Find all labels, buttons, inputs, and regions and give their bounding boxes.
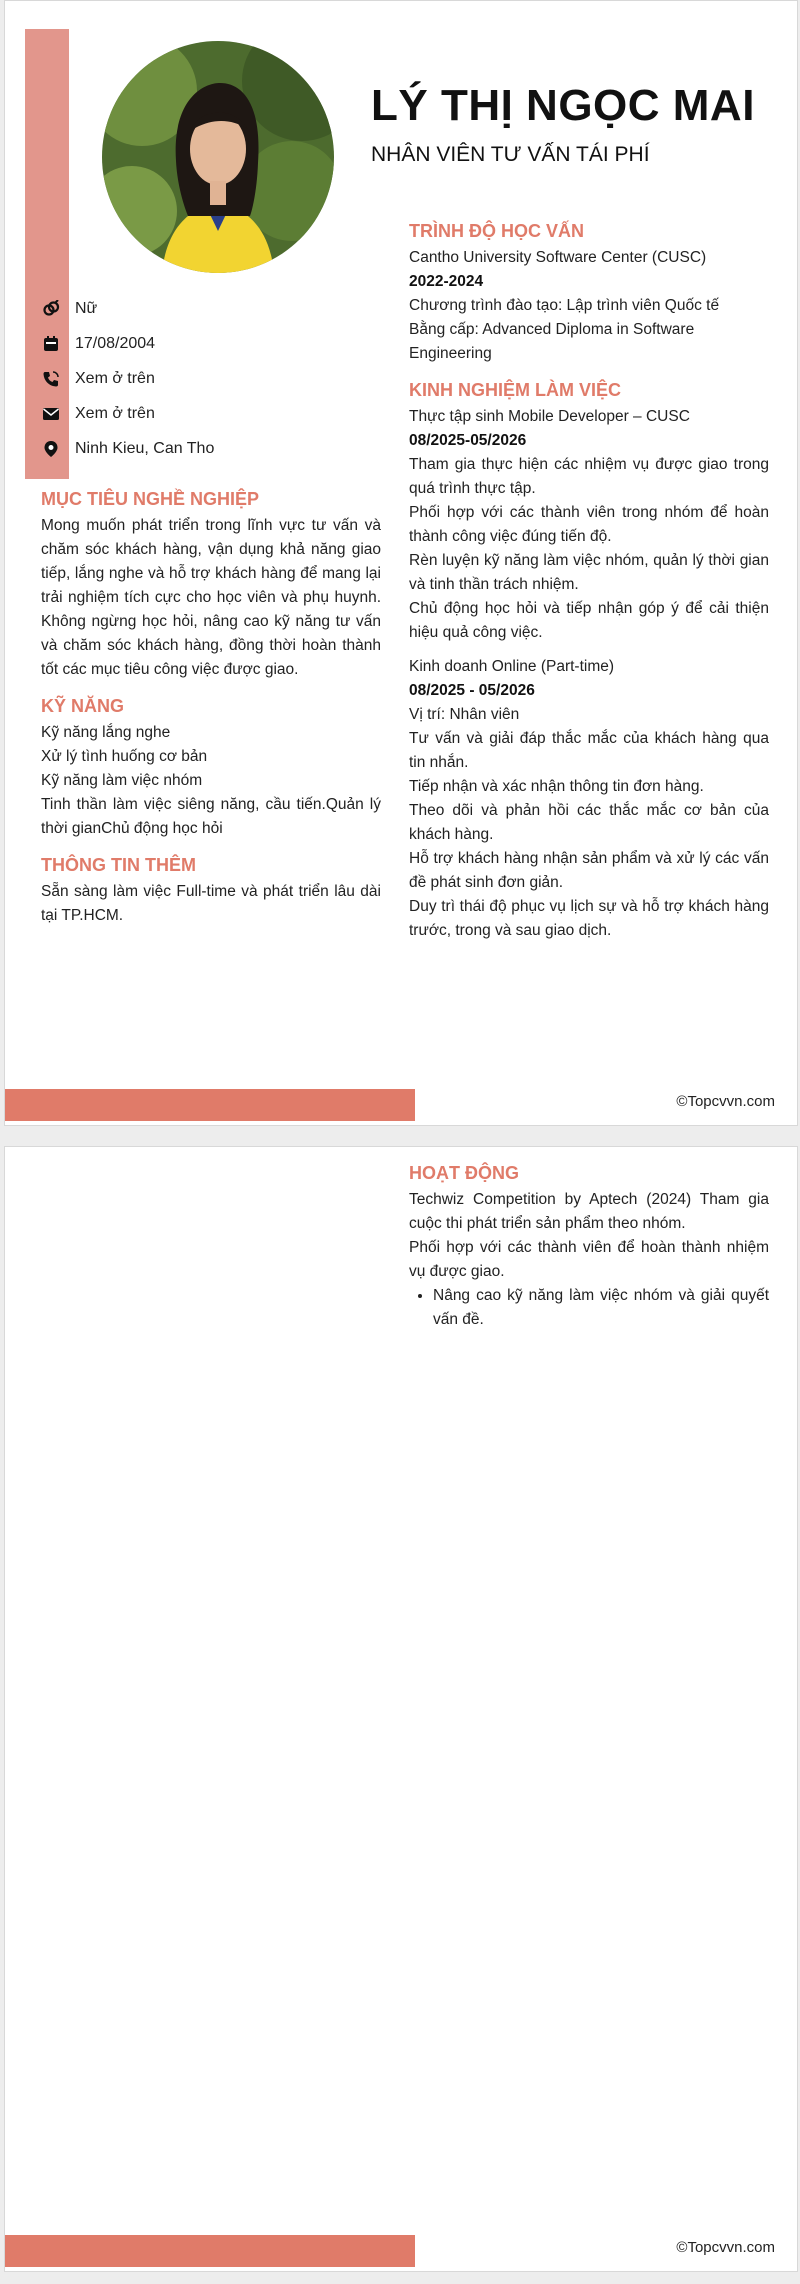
job-line: Tiếp nhận và xác nhận thông tin đơn hàng. <box>409 778 704 795</box>
objective-title: MỤC TIÊU NGHỀ NGHIỆP <box>41 489 260 509</box>
calendar-icon <box>41 334 61 354</box>
contact-birthday-text: 17/08/2004 <box>75 334 156 352</box>
job-line: Phối hợp với các thành viên trong nhóm để hoàn thành công việc đúng tiến độ. <box>409 504 769 545</box>
education-school: Cantho University Software Center (CUSC) <box>409 249 707 266</box>
job-line: Vị trí: Nhân viên <box>409 706 520 723</box>
activity-line: Techwiz Competition by Aptech (2024) Tham gia cuộc thi phát triển sản phẩm theo nhóm. <box>409 1191 769 1232</box>
contact-phone-text: Xem ở trên <box>75 369 155 387</box>
extra-info-text: Sẵn sàng làm việc Full-time và phát triển lâu dài tại TP.HCM. <box>41 883 381 924</box>
gender-icon <box>41 299 61 319</box>
contact-email <box>41 396 341 431</box>
job-period: 08/2025-05/2026 <box>409 432 527 449</box>
job-line: Rèn luyện kỹ năng làm việc nhóm, quản lý thời gian và tinh thần trách nhiệm. <box>409 552 769 593</box>
skill-item: Xử lý tình huống cơ bản <box>41 748 208 765</box>
cv-page-1 <box>4 0 798 1126</box>
footer-accent-bar <box>5 1089 415 1121</box>
mail-icon <box>41 404 61 424</box>
education-degree: Bằng cấp: Advanced Diploma in Software Engineering <box>409 321 695 362</box>
contact-address <box>41 431 341 466</box>
skill-item: Kỹ năng làm việc nhóm <box>41 772 203 789</box>
skill-item: Kỹ năng lắng nghe <box>41 724 171 741</box>
education-period: 2022-2024 <box>409 273 484 290</box>
footer-copyright: ©Topcvvn.com <box>676 2239 775 2256</box>
cv-page-2 <box>4 1146 798 2272</box>
contact-list <box>41 291 341 466</box>
job-role: Kinh doanh Online (Part-time) <box>409 658 615 675</box>
job-line: Tham gia thực hiện các nhiệm vụ được giao trong quá trình thực tập. <box>409 456 769 497</box>
objective-text: Mong muốn phát triển trong lĩnh vực tư vấn và chăm sóc khách hàng, vận dụng khả năng giao tiếp, lắng nghe và hỗ trợ khách hàng để mang lại trải nghiệm tích cực cho học viên và phụ huynh. Không ngừng học hỏi, nâng cao kỹ năng tư vấn và chăm sóc khách hàng, đồng thời hoàn thành tốt các mục tiêu công việc được giao. <box>41 517 381 678</box>
contact-gender <box>41 291 341 326</box>
extra-info-title: THÔNG TIN THÊM <box>41 855 196 875</box>
activities-title: HOẠT ĐỘNG <box>409 1163 519 1183</box>
candidate-name: LÝ THỊ NGỌC MAI <box>371 81 755 130</box>
right-column-page-2 <box>409 1163 769 1332</box>
activity-bullet: • Nâng cao kỹ năng làm việc nhóm và giải quyết vấn đề. <box>433 1284 769 1332</box>
activity-bullets <box>409 1284 769 1332</box>
phone-icon <box>41 369 61 389</box>
contact-address-text: Ninh Kieu, Can Tho <box>75 439 215 457</box>
job-role: Thực tập sinh Mobile Developer – CUSC <box>409 408 690 425</box>
candidate-position: NHÂN VIÊN TƯ VẤN TÁI PHÍ <box>371 143 650 166</box>
job-line: Chủ động học hỏi và tiếp nhận góp ý để cải thiện hiệu quả công việc. <box>409 600 769 641</box>
education-title: TRÌNH ĐỘ HỌC VẤN <box>409 221 584 241</box>
job-line: Theo dõi và phản hồi các thắc mắc cơ bản của khách hàng. <box>409 802 769 843</box>
contact-gender-text: Nữ <box>75 299 98 317</box>
footer-copyright: ©Topcvvn.com <box>676 1093 775 1110</box>
contact-phone <box>41 361 341 396</box>
skills-title: KỸ NĂNG <box>41 696 125 716</box>
footer-accent-bar <box>5 2235 415 2267</box>
job-line: Hỗ trợ khách hàng nhận sản phẩm và xử lý các vấn đề phát sinh đơn giản. <box>409 850 769 891</box>
job-line: Tư vấn và giải đáp thắc mắc của khách hàng qua tin nhắn. <box>409 730 769 771</box>
job-period: 08/2025 - 05/2026 <box>409 682 535 699</box>
contact-birthday <box>41 326 341 361</box>
education-program: Chương trình đào tạo: Lập trình viên Quốc tế <box>409 297 720 314</box>
experience-title: KINH NGHIỆM LÀM VIỆC <box>409 380 622 400</box>
job-line: Duy trì thái độ phục vụ lịch sự và hỗ trợ khách hàng trước, trong và sau giao dịch. <box>409 898 769 939</box>
location-pin-icon <box>41 439 61 459</box>
contact-email-text: Xem ở trên <box>75 404 155 422</box>
right-column <box>409 221 769 943</box>
activity-line: Phối hợp với các thành viên để hoàn thành nhiệm vụ được giao. <box>409 1239 769 1280</box>
skill-item: Tinh thần làm việc siêng năng, cầu tiến.Quản lý thời gianChủ động học hỏi <box>41 796 381 837</box>
profile-photo <box>102 41 334 273</box>
left-column <box>41 489 381 928</box>
